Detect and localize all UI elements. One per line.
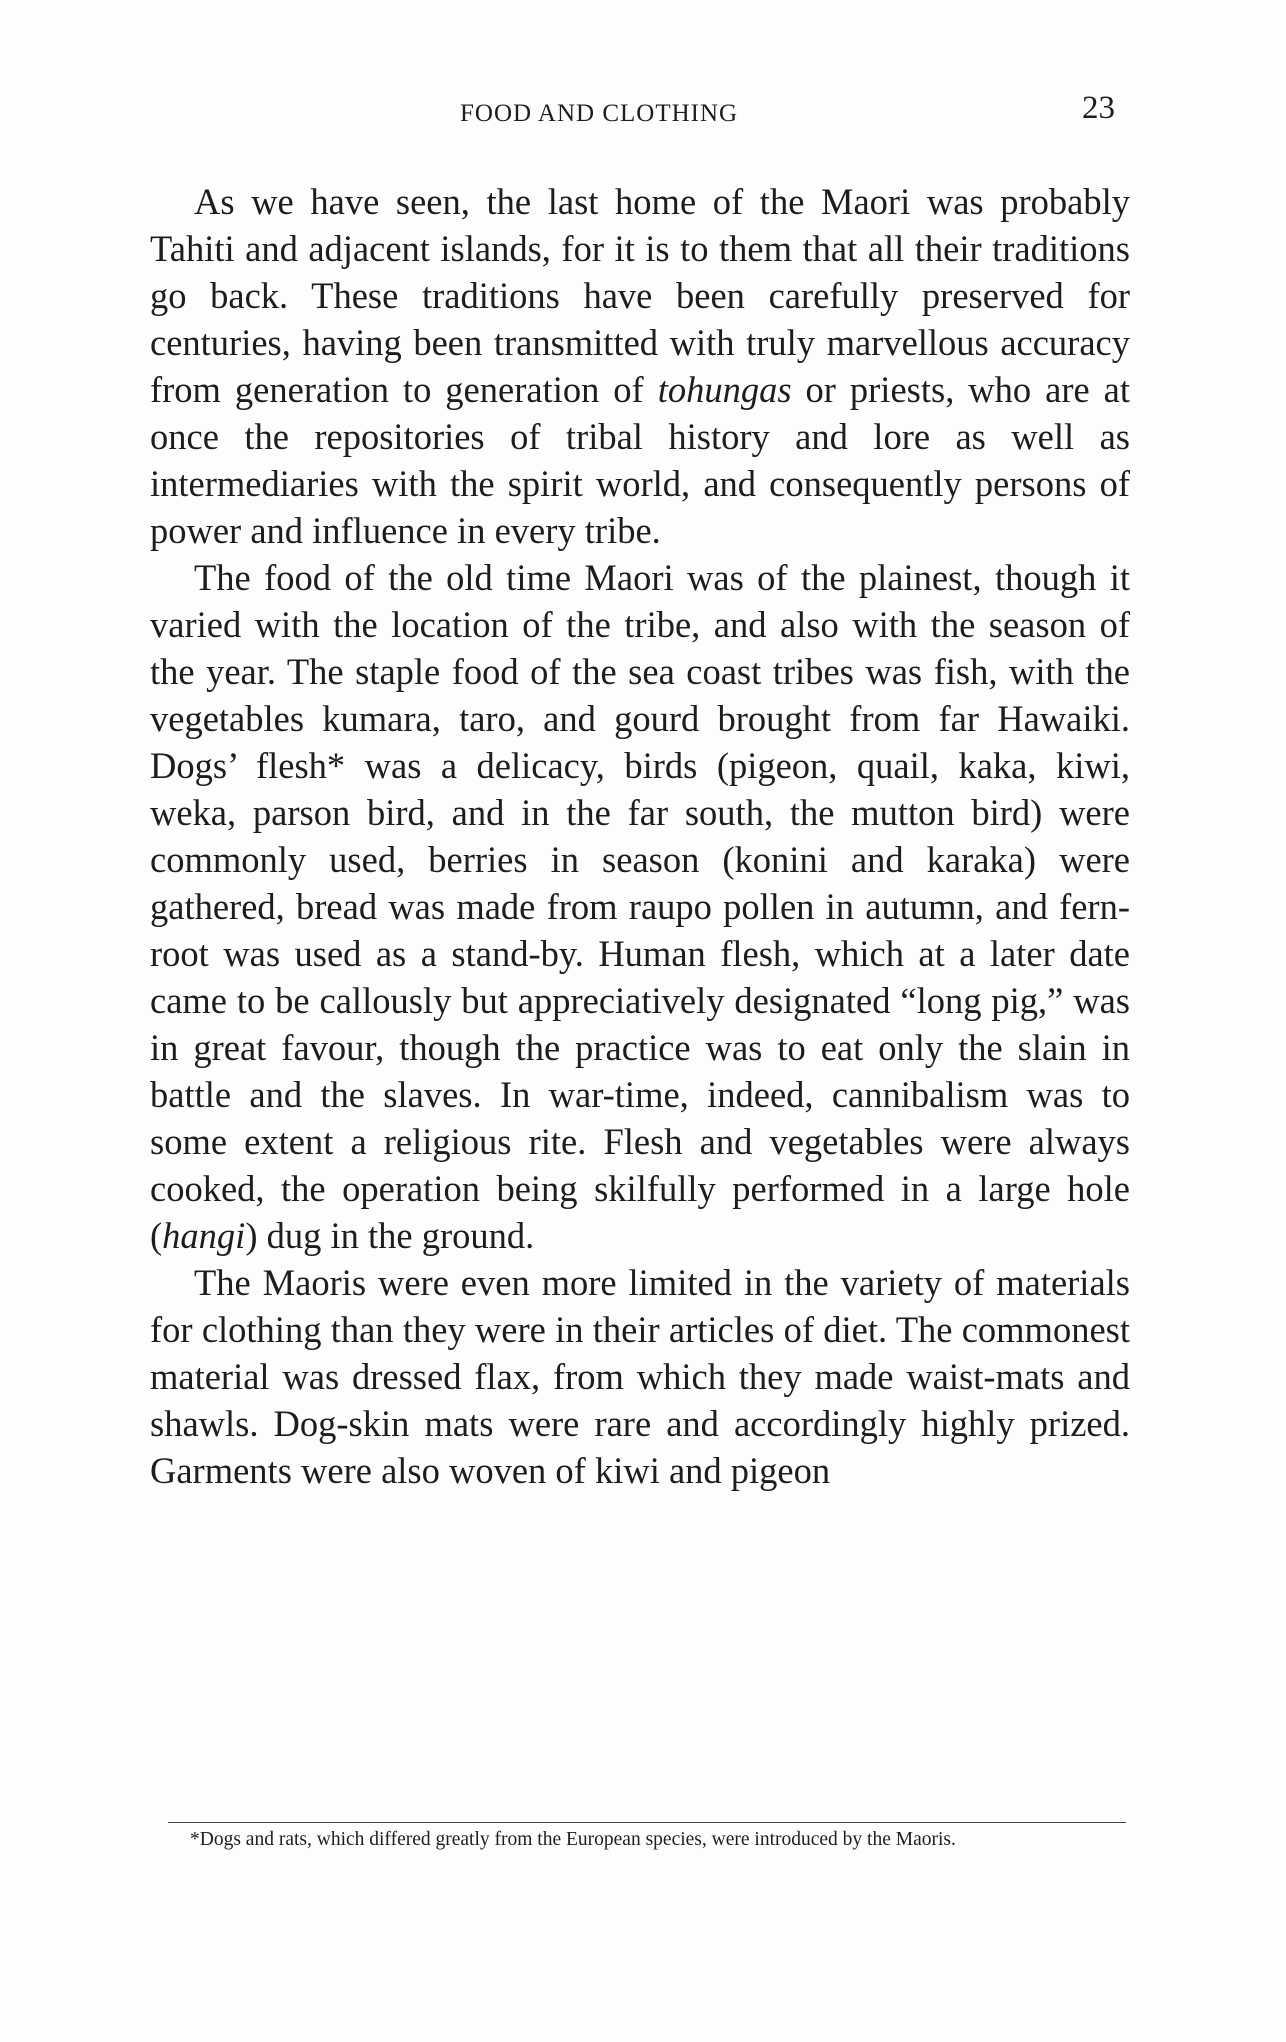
paragraph-maori-food	[150, 554, 1130, 1259]
italic-term-tohungas: tohungas	[657, 369, 792, 410]
paragraph-text: ) dug in the ground.	[245, 1215, 535, 1256]
footnote: *Dogs and rats, which differed greatly from the European species, were introduced by the Maoris.	[190, 1829, 956, 1850]
running-title: FOOD AND CLOTHING	[460, 100, 739, 127]
paragraph-maori-traditions	[150, 178, 1130, 554]
italic-term-hangi: hangi	[162, 1215, 246, 1256]
paragraph-text: As we have seen, the last home of the Maori was probably Tahiti and adjacent islands, for it is to them that all their traditions go back. These traditions have been carefully preserved for centuries, having been transmitted with truly marvellous accuracy from generation to generation of	[150, 181, 1130, 410]
paragraph-text: The food of the old time Maori was of the plainest, though it varied with the location of the tribe, and also with the season of the year. The staple food of the sea coast tribes was fish, with the vegetables kumara, taro, and gourd brought from far Hawaiki. Dogs’ flesh* was a delicacy, birds (pigeon, quail, kaka, kiwi, weka, parson bird, and in the far south, the mutton bird) were commonly used, berries in season (konini and karaka) were gathered, bread was made from raupo pollen in autumn, and fern-root was used as a stand-by. Human flesh, which at a later date came to be callously but appreciatively designated “long pig,” was in great favour, though the practice was to eat only the slain in battle and the slaves. In war-time, indeed, cannibalism was to some extent a religious rite. Flesh and vegetables were always cooked, the operation being skilfully performed in a large hole (	[150, 557, 1130, 1256]
paragraph-maori-clothing: The Maoris were even more limited in the variety of materials for clothing than they were in their articles of diet. The commonest material was dressed flax, from which they made waist-mats and shawls. Dog-skin mats were rare and accordingly highly prized. Garments were also woven of kiwi and pigeon	[150, 1262, 1130, 1491]
body-text	[150, 178, 1130, 1494]
footnote-divider	[168, 1822, 1126, 1823]
paragraph-text: or priests, who are at once the repositories of tribal history and lore as well as intermediaries with the spirit world, and consequently persons of power and influence in every tribe.	[150, 369, 1130, 551]
page-number: 23	[1082, 90, 1115, 126]
